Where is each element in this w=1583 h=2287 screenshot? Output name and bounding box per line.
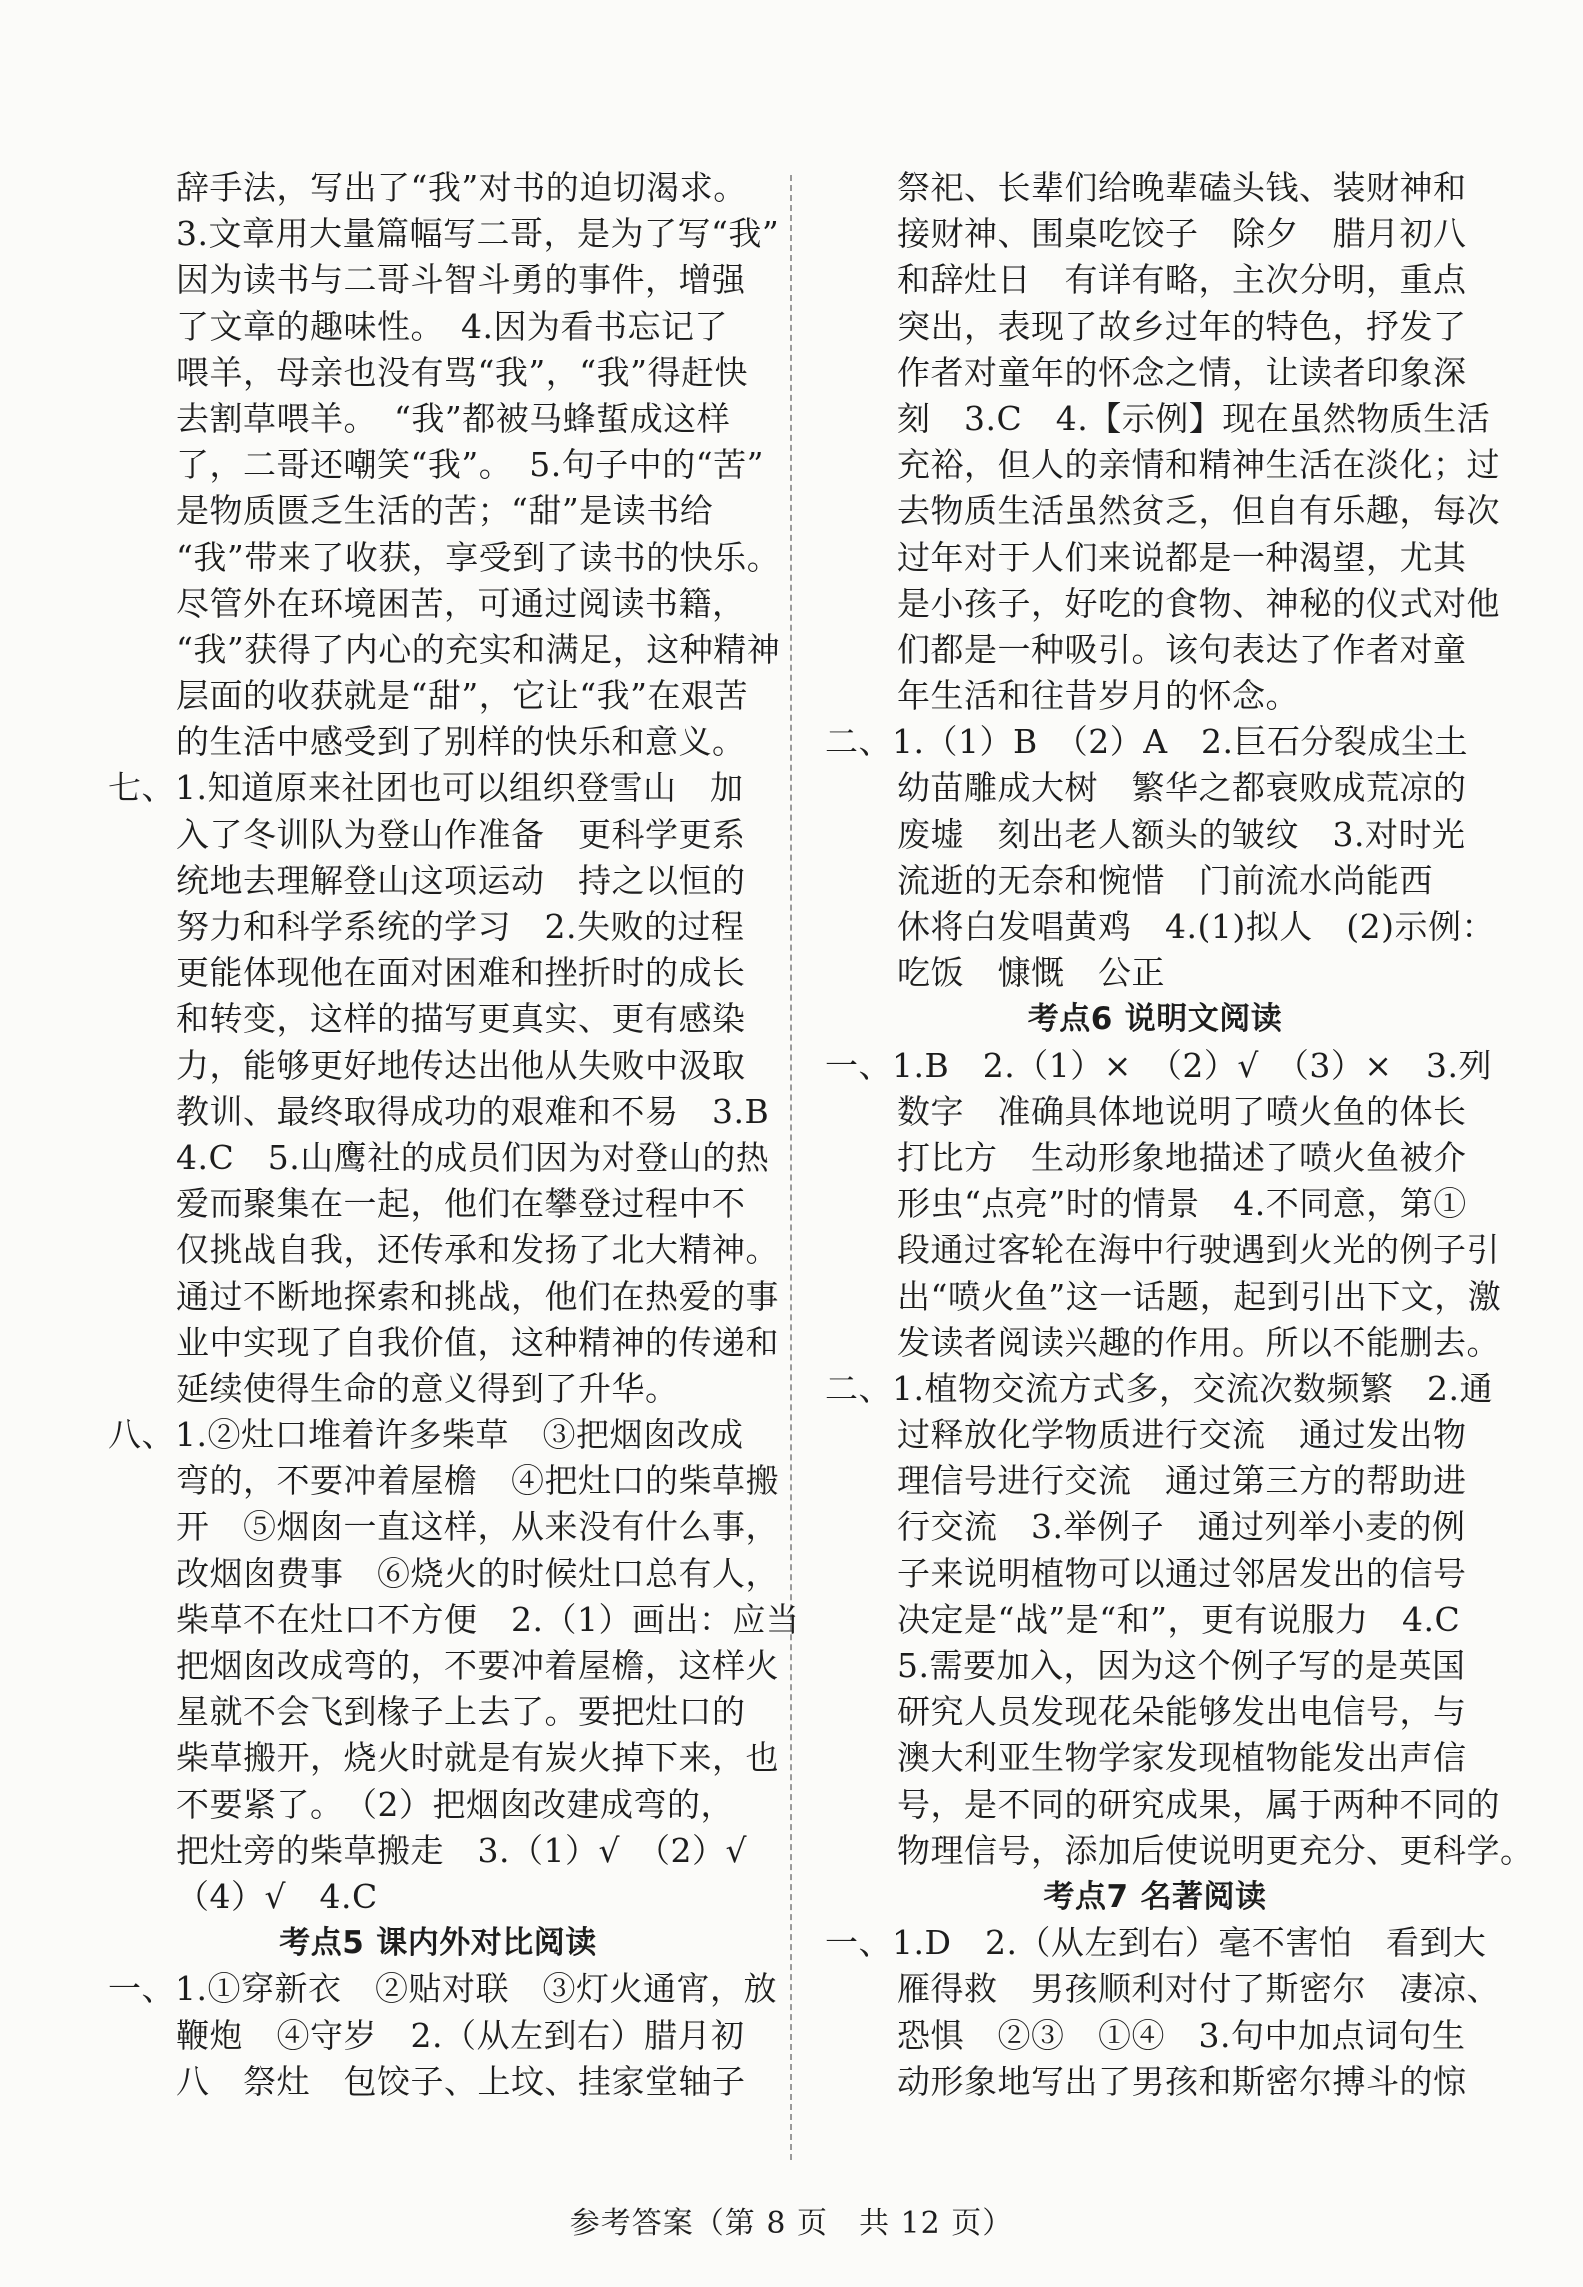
text-line: 统地去理解登山这项运动 持之以恒的 [176,860,746,900]
section-title: 名著阅读 [1140,1878,1267,1915]
text-line: 是物质匮乏生活的苦；“甜”是读书给 [176,491,714,531]
text-line: 澳大利亚生物学家发现植物能发出声信 [897,1738,1467,1778]
text-line: “我”带来了收获，享受到了读书的快乐。 [176,537,781,577]
text-line: 一、1.①穿新衣 ②贴对联 ③灯火通宵，放 [108,1969,777,2009]
text-line: 努力和科学系统的学习 2.失败的过程 [176,907,745,946]
text-line: 弯的，不要冲着屋檐 ④把灶口的柴草搬 [176,1461,779,1501]
text-line: 形虫“点亮”时的情景 4.不同意，第① [897,1184,1467,1224]
text-line: 动形象地写出了男孩和斯密尔搏斗的惊 [897,2061,1467,2101]
text-line: 层面的收获就是“甜”，它让“我”在艰苦 [176,676,748,716]
text-line: 尽管外在环境困苦，可通过阅读书籍， [176,583,746,623]
text-line: 延续使得生命的意义得到了升华。 [176,1368,679,1408]
text-line: 祭祀、长辈们给晚辈磕头钱、装财神和 [897,168,1467,207]
text-line: 把灶旁的柴草搬走 3.（1）√ （2）√ [176,1830,748,1870]
section-heading [825,1874,1485,1920]
left-column [108,165,800,2105]
text-line: 辞手法，写出了“我”对书的迫切渴求。 [176,168,747,207]
text-line: 去物质生活虽然贫乏，但自有乐趣，每次 [897,491,1500,531]
text-line: 号，是不同的研究成果，属于两种不同的 [897,1784,1500,1824]
text-line: 一、1.D 2.（从左到右）毫不害怕 看到大 [825,1923,1487,1963]
text-line: 流逝的无奈和惋惜 门前流水尚能西 [897,860,1433,900]
text-line: 因为读书与二哥斗智斗勇的事件，增强 [176,260,746,300]
text-line: 是小孩子，好吃的食物、神秘的仪式对他 [897,583,1500,623]
text-line: 研究人员发现花朵能够发出电信号，与 [897,1692,1467,1732]
text-line: 通过不断地探索和挑战，他们在热爱的事 [176,1276,779,1316]
text-line: 过释放化学物质进行交流 通过发出物 [897,1415,1467,1455]
text-line: 幼苗雕成大树 繁华之都衰败成荒凉的 [897,768,1467,808]
text-line: 突出，表现了故乡过年的特色，抒发了 [897,306,1467,346]
text-line: 理信号进行交流 通过第三方的帮助进 [897,1461,1467,1501]
text-line: 把烟囱改成弯的，不要冲着屋檐，这样火 [176,1646,779,1685]
page-footer: 参考答案（第 8 页 共 12 页） [569,2206,1014,2241]
section-title: 说明文阅读 [1124,1001,1283,1038]
text-line: 恐惧 ②③ ①④ 3.句中加点词句生 [897,2015,1466,2055]
text-line: 废墟 刻出老人额头的皱纹 3.对时光 [897,814,1466,854]
text-line: 一、1.B 2.（1）× （2）√ （3）× 3.列 [825,1045,1493,1085]
text-line: 4.C 5.山鹰社的成员们因为对登山的热 [176,1137,770,1177]
text-line: 的生活中感受到了别样的快乐和意义。 [176,722,746,762]
text-line: 不要紧了。 （2）把烟囱改建成弯的， [176,1784,734,1824]
text-line: 3.文章用大量篇幅写二哥，是为了写“我” [176,214,780,254]
text-line: 了文章的趣味性。 4.因为看书忘记了 [176,306,728,346]
text-line: 改烟囱费事 ⑥烧火的时候灶口总有人， [176,1553,779,1593]
text-line: 去割草喂羊。 “我”都被马蜂蜇成这样 [176,398,731,438]
text-line: 过年对于人们来说都是一种渴望，尤其 [897,537,1467,577]
text-line: 子来说明植物可以通过邻居发出的信号 [897,1553,1467,1593]
text-line: 星就不会飞到椽子上去了。要把灶口的 [176,1692,746,1732]
right-column [825,165,1534,2105]
text-line: 5.需要加入，因为这个例子写的是英国 [897,1646,1466,1685]
section-heading [825,996,1485,1042]
text-line: 年生活和往昔岁月的怀念。 [897,676,1299,716]
text-line: 吃饭 慷慨 公正 [897,953,1165,993]
section-number: 考点6 [1027,1001,1113,1038]
text-line: 数字 准确具体地说明了喷火鱼的体长 [897,1091,1467,1131]
section-number: 考点5 [279,1925,365,1962]
text-line: 物理信号，添加后使说明更充分、更科学。 [897,1830,1534,1870]
text-line: 爱而聚集在一起，他们在攀登过程中不 [176,1184,746,1224]
text-line: 二、1.（1）B （2）A 2.巨石分裂成尘土 [825,722,1469,762]
text-line: 接财神、围桌吃饺子 除夕 腊月初八 [897,214,1467,254]
text-line: 鞭炮 ④守岁 2.（从左到右）腊月初 [176,2015,745,2055]
text-line: 发读者阅读兴趣的作用。所以不能删去。 [897,1322,1500,1362]
text-line: 更能体现他在面对困难和挫折时的成长 [176,953,746,993]
text-line: 开 ⑤烟囱一直这样，从来没有什么事， [176,1507,779,1547]
text-line: 刻 3.C 4.【示例】现在虽然物质生活 [897,398,1491,438]
text-line: 七、1.知道原来社团也可以组织登雪山 加 [108,768,744,808]
text-line: 入了冬训队为登山作准备 更科学更系 [176,814,746,854]
text-line: 和辞灶日 有详有略，主次分明，重点 [897,260,1467,300]
text-line: 充裕，但人的亲情和精神生活在淡化；过 [897,445,1500,485]
section-heading [108,1920,768,1966]
text-line: 出“喷火鱼”这一话题，起到引出下文，激 [897,1276,1502,1316]
text-line: 喂羊，母亲也没有骂“我”，“我”得赶快 [176,352,748,392]
text-line: （4）√ 4.C [176,1876,378,1916]
text-line: “我”获得了内心的充实和满足，这种精神 [176,629,781,669]
text-line: 仅挑战自我，还传承和发扬了北大精神。 [176,1230,779,1270]
text-line: 们都是一种吸引。该句表达了作者对童 [897,629,1467,669]
text-line: 力，能够更好地传达出他从失败中汲取 [176,1045,746,1085]
section-number: 考点7 [1043,1878,1129,1915]
text-line: 休将白发唱黄鸡 4.(1)拟人 (2)示例： [897,907,1495,946]
text-line: 柴草搬开，烧火时就是有炭火掉下来，也 [176,1738,779,1778]
text-line: 八 祭灶 包饺子、上坟、挂家堂轴子 [176,2061,746,2101]
text-line: 作者对童年的怀念之情，让读者印象深 [897,352,1467,392]
text-line: 打比方 生动形象地描述了喷火鱼被介 [897,1137,1467,1177]
text-line: 柴草不在灶口不方便 2.（1）画出：应当 [176,1599,800,1639]
column-divider [790,175,792,2160]
text-line: 段通过客轮在海中行驶遇到火光的例子引 [897,1230,1500,1270]
section-title: 课内外对比阅读 [376,1925,597,1962]
text-line: 八、1.②灶口堆着许多柴草 ③把烟囱改成 [108,1415,744,1455]
text-line: 二、1.植物交流方式多，交流次数频繁 2.通 [825,1368,1493,1408]
text-line: 业中实现了自我价值，这种精神的传递和 [176,1322,779,1362]
text-line: 决定是“战”是“和”，更有说服力 4.C [897,1599,1461,1639]
text-line: 雁得救 男孩顺利对付了斯密尔 凄凉、 [897,1969,1500,2009]
text-line: 和转变，这样的描写更真实、更有感染 [176,999,746,1039]
text-line: 行交流 3.举例子 通过列举小麦的例 [897,1507,1466,1547]
text-line: 教训、最终取得成功的艰难和不易 3.B [176,1091,770,1131]
text-line: 了，二哥还嘲笑“我”。 5.句子中的“苦” [176,445,764,485]
